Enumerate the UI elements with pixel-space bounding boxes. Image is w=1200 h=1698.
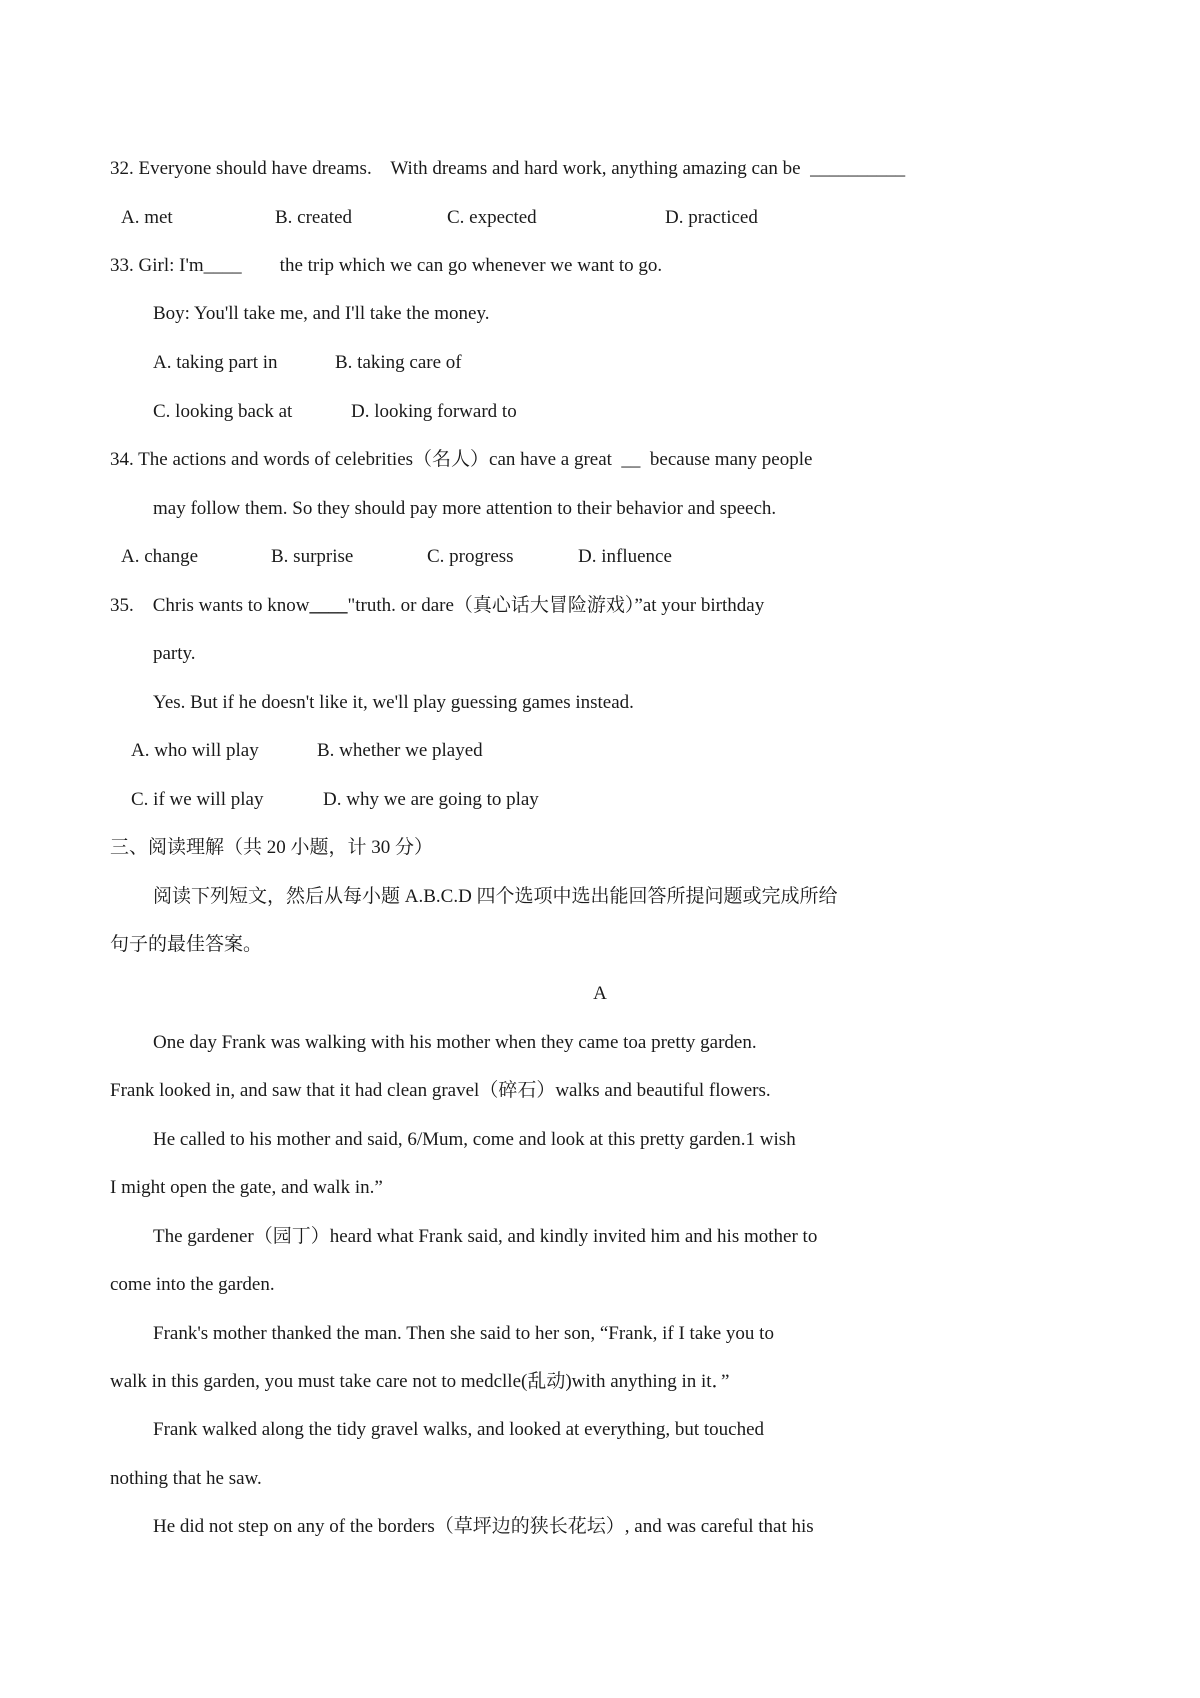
passage-line: I might open the gate, and walk in.”: [110, 1177, 383, 1198]
passage-line: One day Frank was walking with his mother when they came toa pretty garden.: [153, 1032, 757, 1053]
passage-line: Frank walked along the tidy gravel walks, and looked at everything, but touched: [153, 1419, 765, 1440]
q35-stem-line1: [110, 594, 764, 618]
passage-line: walk in this garden, you must take care not to medclle(乱动)with anything in it．”: [110, 1371, 730, 1392]
section-instruction-line2: 句子的最佳答案。: [110, 934, 263, 955]
passage-line: come into the garden.: [110, 1274, 275, 1295]
q35-option-c: C. if we will play: [131, 789, 264, 810]
passage-line: nothing that he saw.: [110, 1468, 262, 1489]
q35-option-a: A. who will play: [131, 740, 259, 761]
q34-option-b: B. surprise: [271, 546, 354, 567]
q33-option-c: C. looking back at: [153, 401, 293, 422]
q34-option-a: A. change: [121, 546, 199, 567]
q33-dialogue: Boy: You'll take me, and I'll take the money.: [153, 303, 490, 324]
passage-a-title: A: [593, 983, 607, 1004]
q35-stem-prefix: 35. Chris wants to know: [110, 595, 310, 616]
passage-line: Frank looked in, and saw that it had clean gravel（碎石）walks and beautiful flowers.: [110, 1080, 771, 1101]
q34-stem-line1: 34. The actions and words of celebrities（名人）can have a great __ because many people: [110, 449, 813, 470]
q35-stem-suffix: "truth. or dare（真心话大冒险游戏）”at your birthday: [347, 595, 765, 616]
q35-dialogue: Yes. But if he doesn't like it, we'll play guessing games instead.: [153, 692, 634, 713]
q32-stem: 32. Everyone should have dreams. With dreams and hard work, anything amazing can be __________: [110, 158, 906, 179]
section-heading: 三、阅读理解（共 20 小题，计 30 分）: [110, 837, 434, 858]
q34-option-c: C. progress: [427, 546, 514, 567]
q32-option-a: A. met: [121, 207, 173, 228]
q33-option-a: A. taking part in: [153, 352, 278, 373]
q35-stem-line2: party.: [153, 643, 196, 664]
q32-option-c: C. expected: [447, 207, 537, 228]
passage-line: The gardener（园丁）heard what Frank said, and kindly invited him and his mother to: [153, 1226, 818, 1247]
q33-option-b: B. taking care of: [335, 352, 462, 373]
q33-stem: 33. Girl: I'm____ the trip which we can go whenever we want to go.: [110, 255, 663, 276]
passage-line: He called to his mother and said, 6/Mum, come and look at this pretty garden.1 wish: [153, 1129, 796, 1150]
q32-option-b: B. created: [275, 207, 353, 228]
passage-line: He did not step on any of the borders（草坪边的狭长花坛）, and was careful that his: [153, 1516, 814, 1537]
q34-option-d: D. influence: [578, 546, 672, 567]
q33-option-d: D. looking forward to: [351, 401, 517, 422]
q35-answer-blank: ____: [309, 595, 348, 616]
q35-option-d: D. why we are going to play: [323, 789, 539, 810]
q32-option-d: D. practiced: [665, 207, 758, 228]
section-instruction-line1: 阅读下列短文，然后从每小题 A.B.C.D 四个选项中选出能回答所提问题或完成所给: [153, 886, 838, 907]
q35-option-b: B. whether we played: [317, 740, 483, 761]
q34-stem-line2: may follow them. So they should pay more attention to their behavior and speech.: [153, 498, 777, 519]
passage-line: Frank's mother thanked the man. Then she said to her son, “Frank, if I take you to: [153, 1323, 774, 1344]
